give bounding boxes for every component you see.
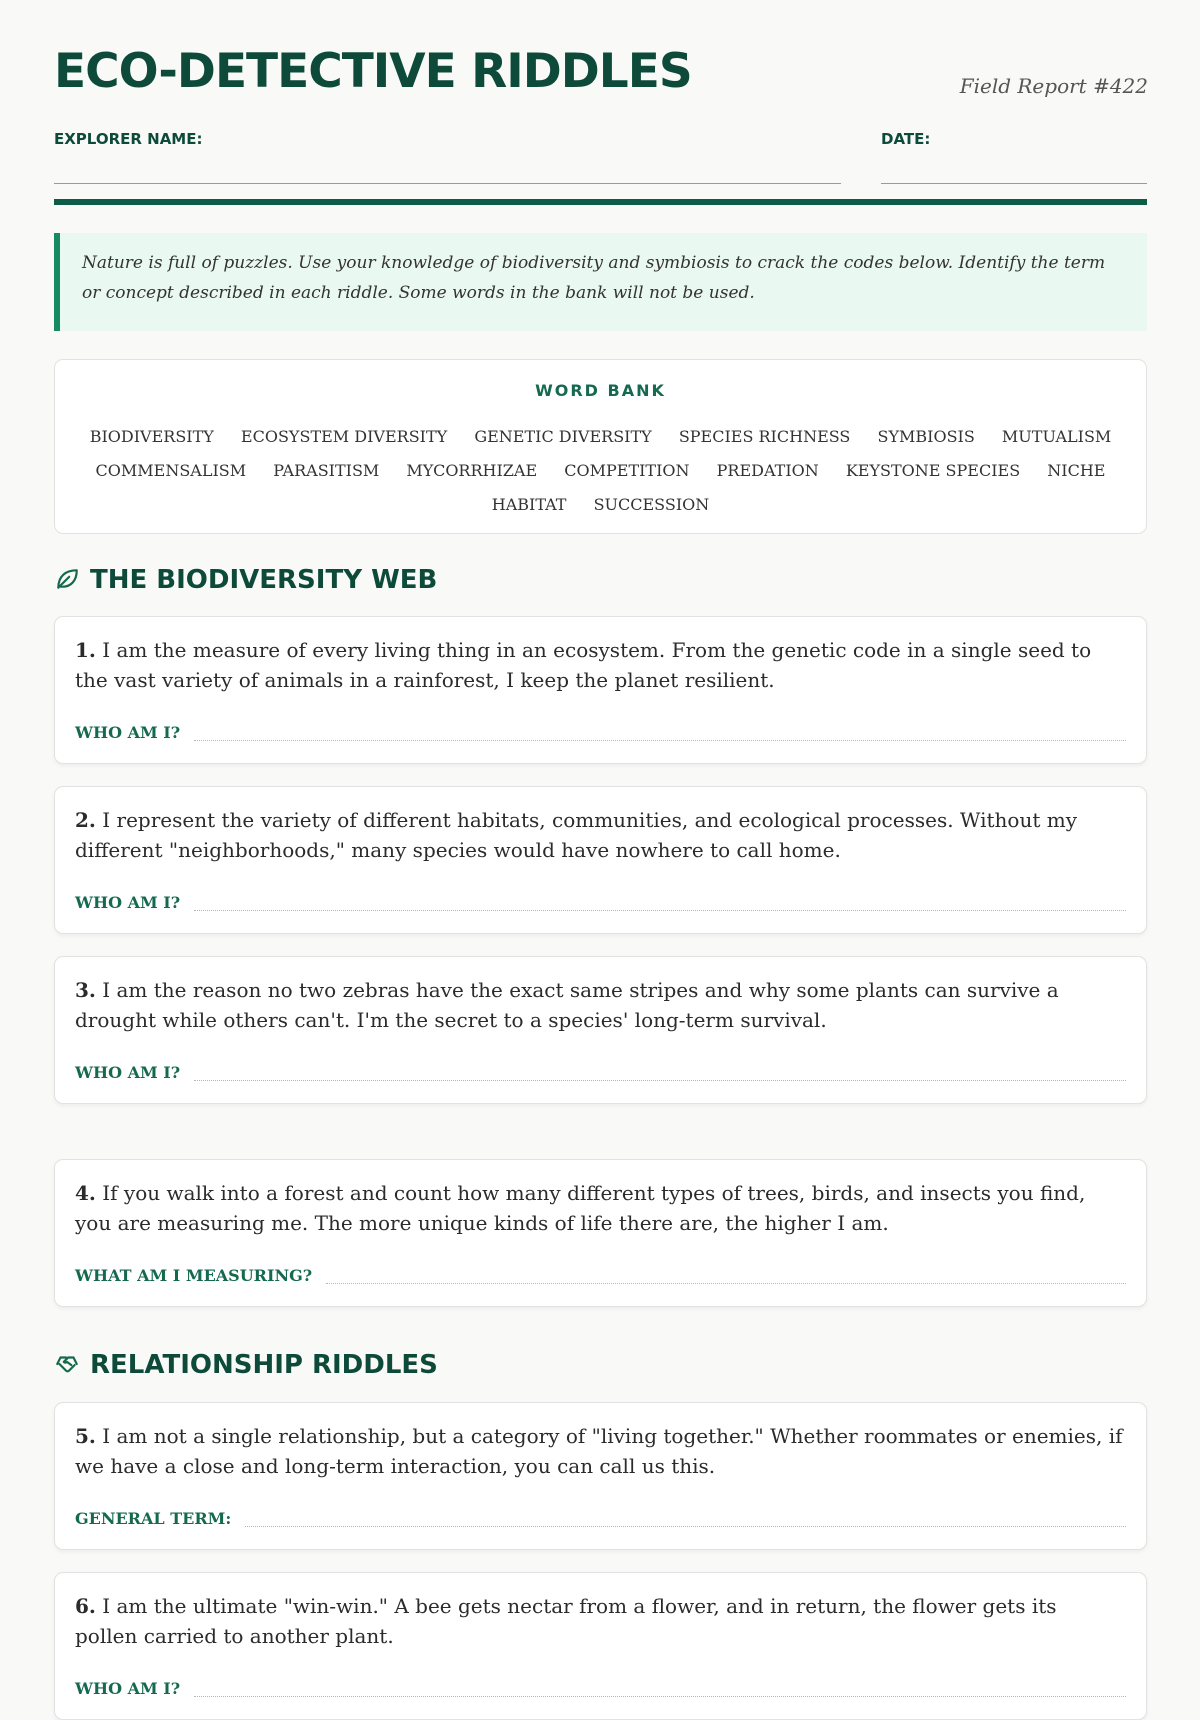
riddle-text — [75, 1178, 1124, 1238]
answer-field[interactable] — [326, 1283, 1126, 1284]
riddle-number: 6. — [75, 1594, 96, 1618]
word-bank-item: PARASITISM — [273, 461, 380, 480]
word-bank-item: GENETIC DIVERSITY — [474, 427, 652, 446]
explorer-name-label: EXPLORER NAME: — [54, 130, 203, 148]
section-heading-relationship-riddles — [54, 1350, 438, 1380]
header-divider — [54, 199, 1147, 205]
word-bank-item: SUCCESSION — [593, 495, 710, 514]
word-bank-item: MYCORRHIZAE — [406, 461, 538, 480]
riddle-text — [75, 805, 1124, 865]
answer-row — [75, 893, 1126, 913]
riddle-text — [75, 1421, 1124, 1481]
leaf-icon — [54, 566, 80, 592]
riddle-number: 1. — [75, 638, 96, 662]
answer-label: WHAT AM I MEASURING? — [75, 1266, 313, 1285]
answer-field[interactable] — [245, 1526, 1126, 1527]
riddle-number: 4. — [75, 1181, 96, 1205]
riddle-body: I represent the variety of different habitats, communities, and ecological processes. Without my different "neighborhoods," many species would have nowhere to call home. — [75, 808, 1078, 862]
word-bank-item: KEYSTONE SPECIES — [845, 461, 1021, 480]
word-bank-item: COMPETITION — [564, 461, 690, 480]
section-title: THE BIODIVERSITY WEB — [90, 565, 438, 595]
riddle-body: I am the reason no two zebras have the exact same stripes and why some plants can survive a drought while others can't. I'm the secret to a species' long-term survival. — [75, 978, 1059, 1032]
answer-row — [75, 1063, 1126, 1083]
word-bank — [54, 359, 1147, 534]
word-bank-item: HABITAT — [491, 495, 567, 514]
intro-text: Nature is full of puzzles. Use your knowledge of biodiversity and symbiosis to crack the codes below. Identify the term or concept described in each riddle. Some words in the bank will not be used. — [82, 253, 1106, 303]
answer-label: WHO AM I? — [75, 1679, 181, 1698]
riddle-text — [75, 1591, 1124, 1651]
answer-row — [75, 1679, 1126, 1699]
riddle-text — [75, 635, 1124, 695]
riddle-card — [54, 1572, 1147, 1720]
report-id: Field Report #422 — [959, 74, 1148, 98]
date-label: DATE: — [881, 130, 931, 148]
riddle-body: I am the measure of every living thing in an ecosystem. From the genetic code in a single seed to the vast variety of animals in a rainforest, I keep the planet resilient. — [75, 638, 1092, 692]
riddle-text — [75, 975, 1124, 1035]
word-bank-title: WORD BANK — [535, 381, 666, 400]
riddle-number: 2. — [75, 808, 96, 832]
word-bank-item: ECOSYSTEM DIVERSITY — [240, 427, 448, 446]
riddle-number: 3. — [75, 978, 96, 1002]
answer-row — [75, 1266, 1126, 1286]
answer-label: WHO AM I? — [75, 893, 181, 912]
date-field[interactable] — [881, 183, 1147, 184]
answer-label: WHO AM I? — [75, 723, 181, 742]
word-bank-item: SPECIES RICHNESS — [678, 427, 851, 446]
riddle-card — [54, 1159, 1147, 1307]
word-bank-item: BIODIVERSITY — [89, 427, 214, 446]
riddle-body: If you walk into a forest and count how many different types of trees, birds, and insects you find, you are measuring me. The more unique kinds of life there are, the higher I am. — [75, 1181, 1086, 1235]
answer-row — [75, 1509, 1126, 1529]
riddle-card — [54, 616, 1147, 764]
section-heading-biodiversity-web — [54, 565, 437, 595]
riddle-card — [54, 1402, 1147, 1550]
intro-callout — [54, 233, 1147, 331]
explorer-name-field[interactable] — [54, 183, 841, 184]
answer-row — [75, 723, 1126, 743]
section-title: RELATIONSHIP RIDDLES — [90, 1350, 438, 1380]
riddle-card — [54, 956, 1147, 1104]
handshake-icon — [54, 1351, 80, 1377]
riddle-card — [54, 786, 1147, 934]
word-bank-item: SYMBIOSIS — [877, 427, 975, 446]
word-bank-item: PREDATION — [716, 461, 819, 480]
answer-field[interactable] — [194, 910, 1126, 911]
answer-field[interactable] — [194, 1080, 1126, 1081]
page-title: ECO-DETECTIVE RIDDLES — [54, 44, 692, 99]
answer-field[interactable] — [194, 1696, 1126, 1697]
word-bank-item: COMMENSALISM — [95, 461, 247, 480]
riddle-body: I am the ultimate "win-win." A bee gets nectar from a flower, and in return, the flower gets its pollen carried to another plant. — [75, 1594, 1057, 1648]
word-bank-item: MUTUALISM — [1001, 427, 1112, 446]
riddle-body: I am not a single relationship, but a category of "living together." Whether roommates or enemies, if we have a close and long-term interaction, you can call us this. — [75, 1424, 1123, 1478]
answer-label: GENERAL TERM: — [75, 1509, 232, 1528]
riddle-number: 5. — [75, 1424, 96, 1448]
answer-label: WHO AM I? — [75, 1063, 181, 1082]
word-bank-item: NICHE — [1047, 461, 1106, 480]
word-bank-list — [61, 420, 1140, 522]
answer-field[interactable] — [194, 740, 1126, 741]
